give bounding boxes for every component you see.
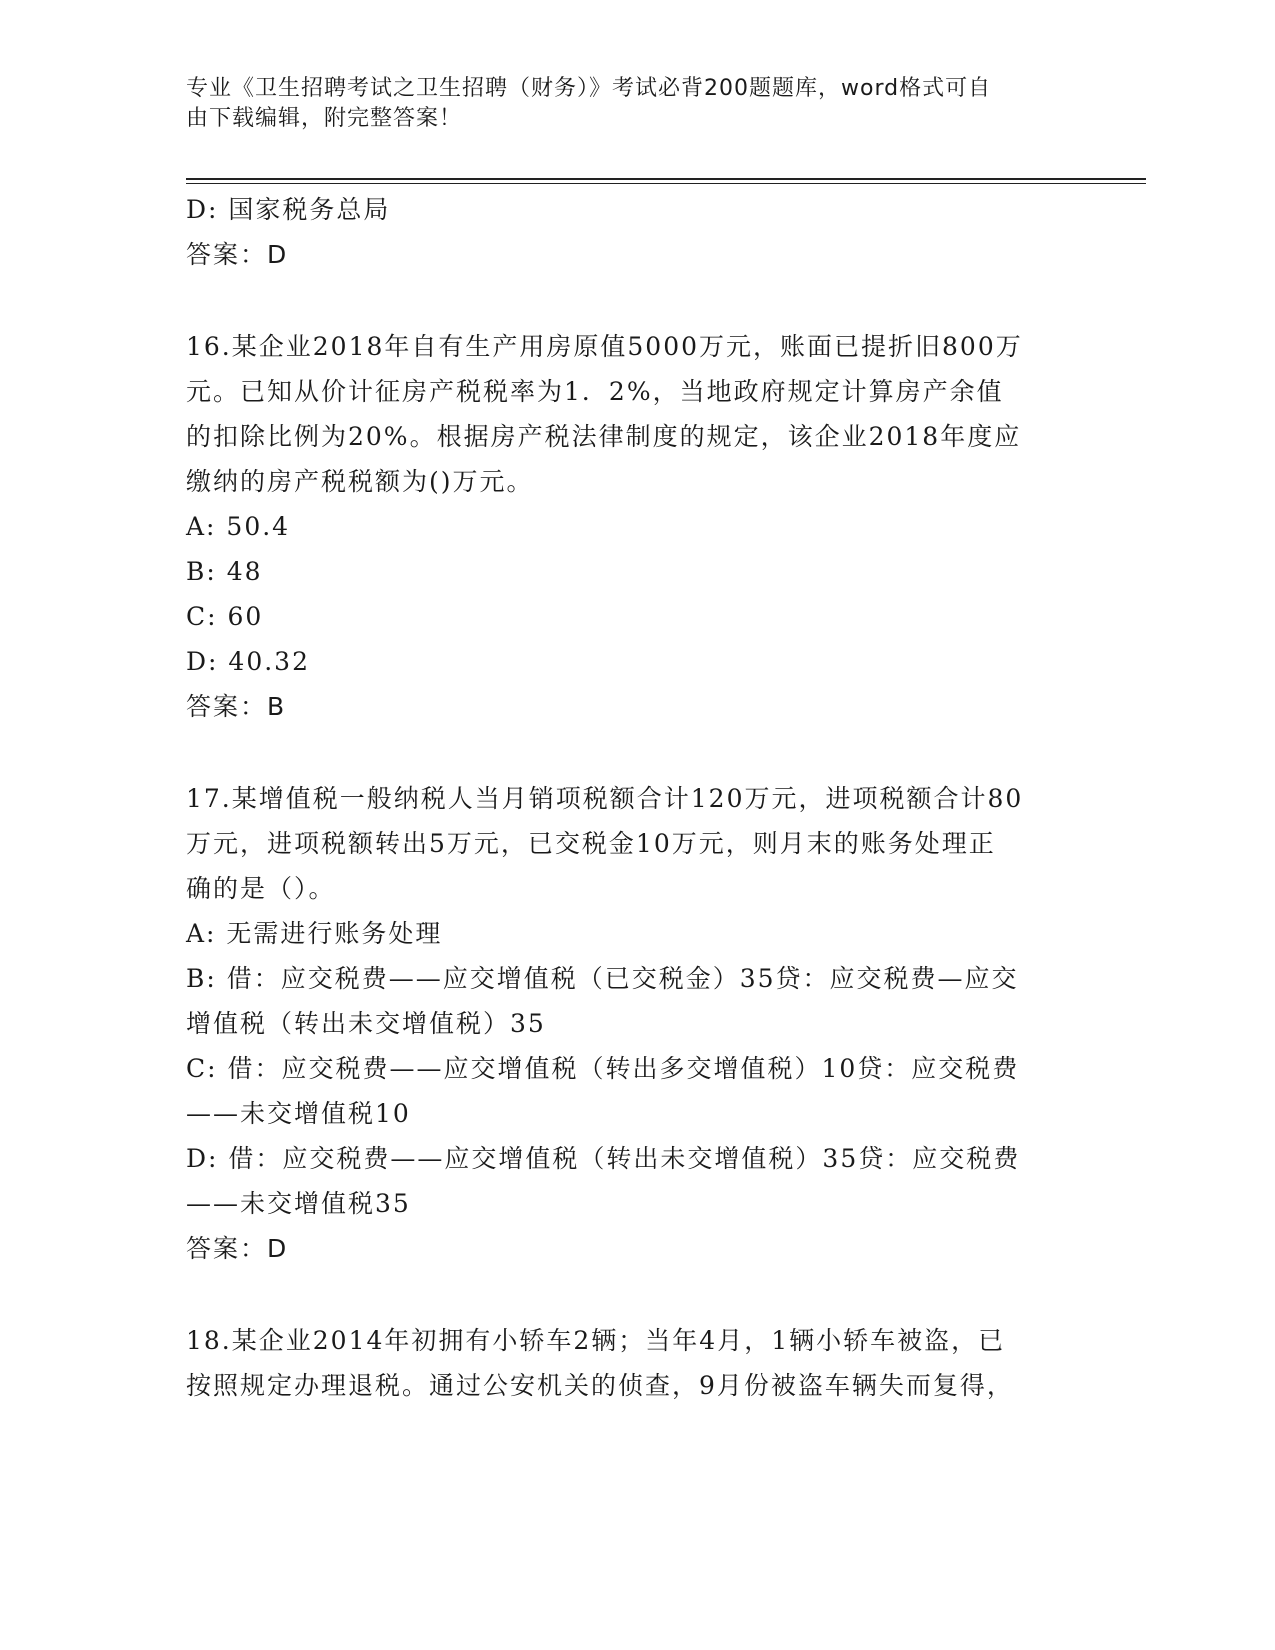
question-16-option-b: B: 48 bbox=[186, 557, 263, 586]
question-17-line: 确的是（）。 bbox=[186, 874, 336, 903]
question-17-option-c-cont: ——未交增值税10 bbox=[186, 1099, 411, 1128]
header-rule-thick bbox=[186, 178, 1146, 180]
question-16-line: 缴纳的房产税税额为()万元。 bbox=[186, 467, 534, 496]
question-16-option-a: A: 50.4 bbox=[186, 512, 291, 541]
document-body bbox=[186, 187, 1086, 1408]
question-17-option-b-cont: 增值税（转出未交增值税）35 bbox=[186, 1009, 546, 1038]
spacer bbox=[186, 729, 1086, 776]
header-rule-thin bbox=[186, 183, 1146, 184]
question-17-option-b: B: 借：应交税费——应交增值税（已交税金）35贷：应交税费—应交 bbox=[186, 964, 1019, 993]
question-16 bbox=[186, 324, 1086, 729]
header-line-2: 由下载编辑，附完整答案！ bbox=[186, 106, 463, 131]
question-18 bbox=[186, 1318, 1086, 1408]
question-17-option-a: A: 无需进行账务处理 bbox=[186, 919, 443, 948]
question-17-line: 万元，进项税额转出5万元，已交税金10万元，则月末的账务处理正 bbox=[186, 829, 996, 858]
question-16-line: 16.某企业2018年自有生产用房原值5000万元，账面已提折旧800万 bbox=[186, 332, 1023, 361]
question-18-line: 按照规定办理退税。通过公安机关的侦查，9月份被盗车辆失而复得， bbox=[186, 1371, 1014, 1400]
question-16-option-c: C: 60 bbox=[186, 602, 264, 631]
question-16-answer: 答案：B bbox=[186, 692, 287, 721]
document-header bbox=[186, 74, 1066, 134]
header-line-1: 专业《卫生招聘考试之卫生招聘（财务）》考试必背200题题库，word格式可自 bbox=[186, 76, 992, 101]
spacer bbox=[186, 1271, 1086, 1318]
question-18-line: 18.某企业2014年初拥有小轿车2辆；当年4月，1辆小轿车被盗，已 bbox=[186, 1326, 1006, 1355]
question-17-line: 17.某增值税一般纳税人当月销项税额合计120万元，进项税额合计80 bbox=[186, 784, 1024, 813]
question-16-option-d: D: 40.32 bbox=[186, 647, 310, 676]
prev-option-d: D: 国家税务总局 bbox=[186, 195, 391, 224]
question-16-line: 元。已知从价计征房产税税率为1．2%，当地政府规定计算房产余值 bbox=[186, 377, 1004, 406]
prev-answer: 答案：D bbox=[186, 240, 289, 269]
question-17-option-d-cont: ——未交增值税35 bbox=[186, 1189, 411, 1218]
question-17-option-d: D: 借：应交税费——应交增值税（转出未交增值税）35贷：应交税费 bbox=[186, 1144, 1021, 1173]
spacer bbox=[186, 277, 1086, 324]
question-17-answer: 答案：D bbox=[186, 1234, 289, 1263]
question-17-option-c: C: 借：应交税费——应交增值税（转出多交增值税）10贷：应交税费 bbox=[186, 1054, 1020, 1083]
question-16-line: 的扣除比例为20%。根据房产税法律制度的规定，该企业2018年度应 bbox=[186, 422, 1022, 451]
question-17 bbox=[186, 776, 1086, 1271]
